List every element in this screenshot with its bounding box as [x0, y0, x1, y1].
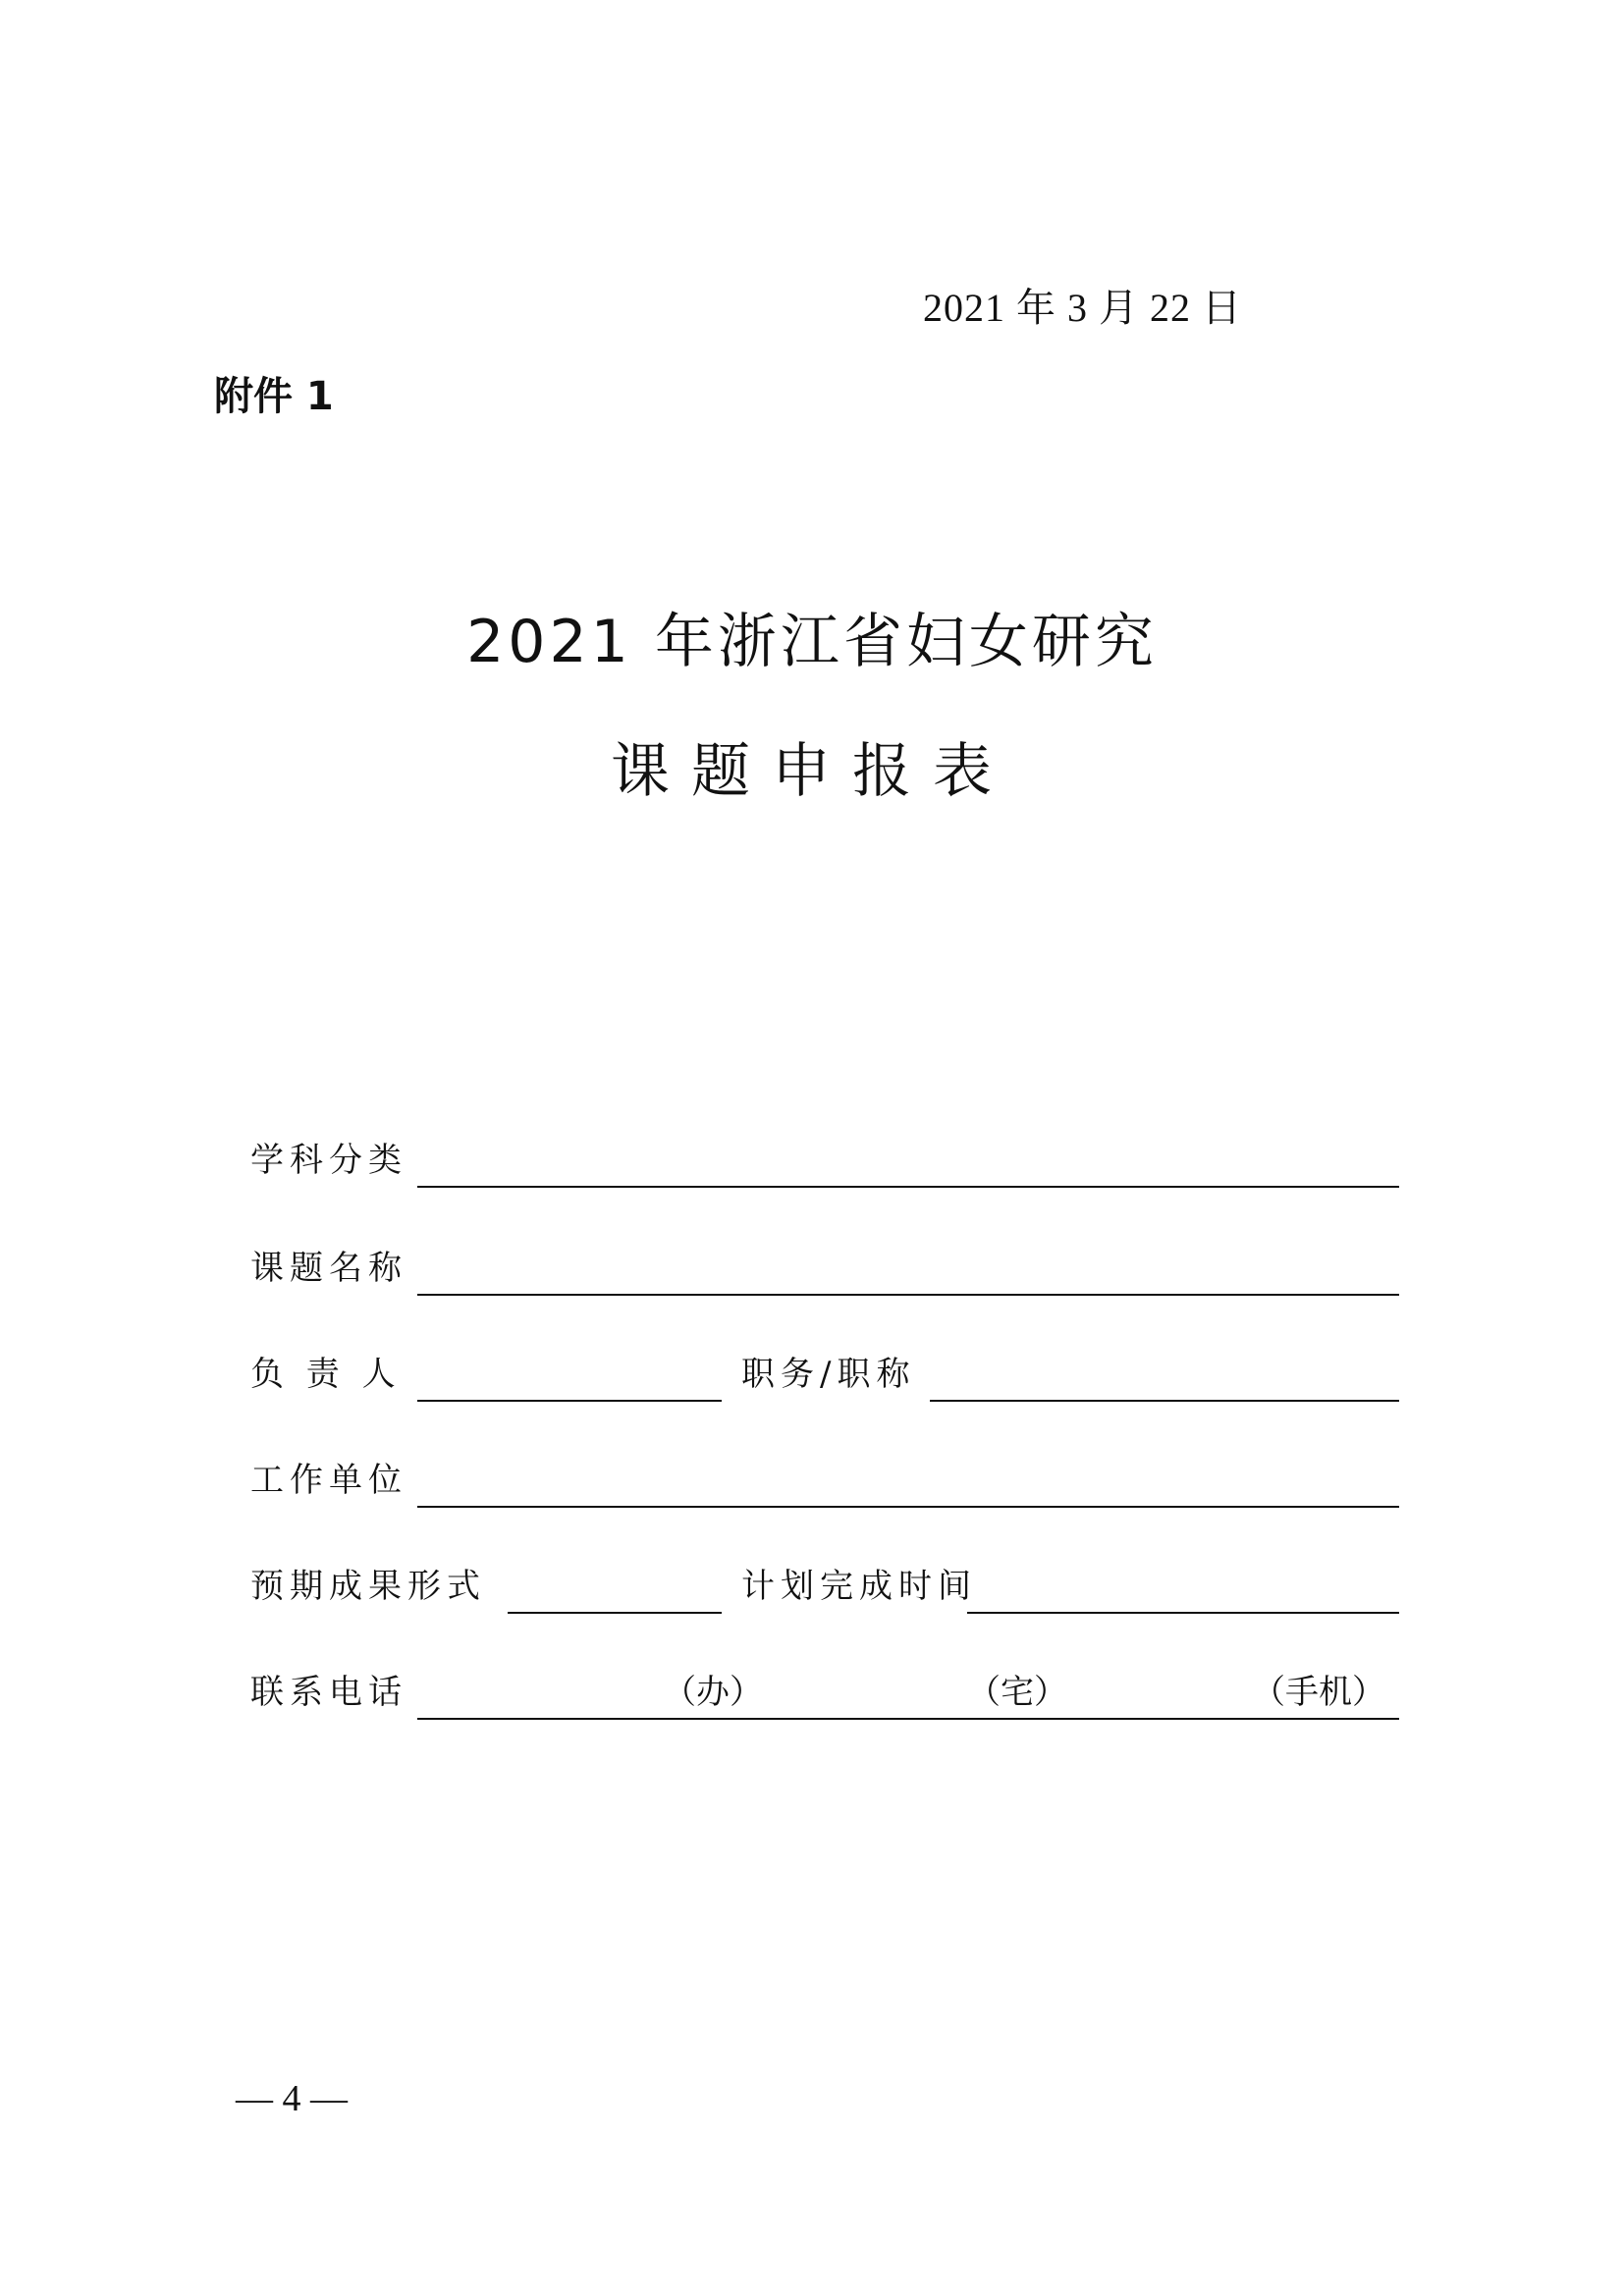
phone-row — [250, 1661, 1399, 1720]
form-title-line-2: 课题申报表 — [611, 737, 1013, 806]
phone-label: 联系电话 — [250, 1673, 407, 1712]
plan-time-input-line[interactable] — [967, 1612, 1399, 1614]
subject-input-line[interactable] — [417, 1186, 1399, 1188]
leader-input-line[interactable] — [417, 1400, 722, 1402]
phone-input-line[interactable] — [417, 1718, 1399, 1720]
topic-input-line[interactable] — [417, 1294, 1399, 1296]
subject-row — [250, 1129, 1399, 1188]
outcome-input-line[interactable] — [508, 1612, 722, 1614]
leader-row — [250, 1343, 1399, 1402]
page-number: — 4 — — [236, 2078, 348, 2119]
plan-time-label: 计划完成时间 — [741, 1567, 977, 1606]
outcome-row — [250, 1555, 1399, 1614]
topic-label: 课题名称 — [250, 1249, 407, 1288]
position-input-line[interactable] — [930, 1400, 1399, 1402]
workplace-row — [250, 1449, 1399, 1508]
workplace-input-line[interactable] — [417, 1506, 1399, 1508]
phone-mobile-suffix: （手机） — [1252, 1673, 1385, 1712]
attachment-label: 附件 1 — [214, 374, 334, 419]
topic-row — [250, 1237, 1399, 1296]
phone-office-suffix: （办） — [663, 1673, 763, 1712]
phone-home-suffix: （宅） — [967, 1673, 1067, 1712]
outcome-label: 预期成果形式 — [250, 1567, 486, 1606]
document-date: 2021 年 3 月 22 日 — [923, 286, 1242, 330]
leader-label: 负 责 人 — [250, 1355, 402, 1394]
position-label: 职务/职称 — [741, 1355, 916, 1394]
subject-label: 学科分类 — [250, 1141, 407, 1180]
workplace-label: 工作单位 — [250, 1461, 407, 1500]
form-title-line-1: 2021 年浙江省妇女研究 — [466, 608, 1158, 676]
